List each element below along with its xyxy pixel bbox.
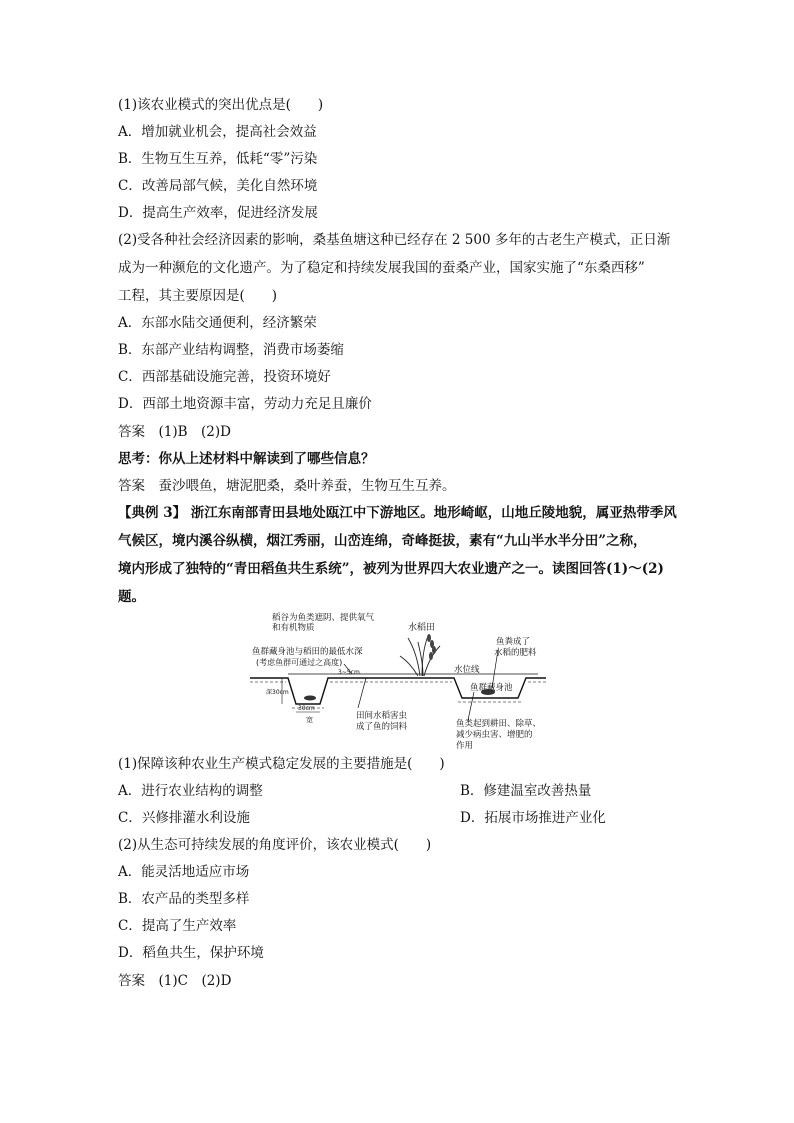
label-width: 宽: [306, 716, 313, 724]
q4-stem: (2)从生态可持续发展的角度评价，该农业模式( ): [118, 837, 432, 853]
label-paddy: 水稻田: [408, 623, 436, 633]
thinking-answer: 答案 蚕沙喂鱼，塘泥肥桑，桑叶养蚕，生物互生互养。: [118, 478, 456, 494]
example3-line-1: 【典例 3】 浙江东南部青田县地处瓯江中下游地区。地形崎岖，山地丘陵地貌，属亚热带季风: [118, 505, 677, 521]
answer-2: 答案 (1)C (2)D: [118, 973, 232, 989]
rice-plant-icon: [400, 636, 440, 676]
q3-option-c: C．兴修排灌水利设施: [118, 810, 250, 826]
label-width30: 30cm: [298, 705, 315, 712]
q2-stem-line-3: 工程，其主要原因是( ): [118, 288, 278, 304]
label-waterline: 水位线: [454, 665, 480, 675]
q4-option-a: A．能灵活地适应市场: [118, 864, 250, 880]
label-fish-3: 作用: [456, 741, 474, 750]
q1-option-d: D．提高生产效率，促进经济发展: [118, 205, 318, 221]
q3-options-row-2: [118, 809, 694, 827]
label-3to5: 3~5cm: [338, 669, 360, 676]
rice-fish-diagram: [248, 612, 548, 750]
q3-option-b: B．修建温室改善热量: [460, 783, 592, 799]
label-shade-2: 和有机物质: [272, 623, 315, 633]
label-pest-2: 成了鱼的饲料: [356, 722, 408, 732]
q3-options-row-1: [118, 782, 694, 800]
q3-stem: (1)保障该种农业生产模式稳定发展的主要措施是( ): [118, 756, 445, 772]
q4-option-c: C．提高了生产效率: [118, 918, 237, 934]
q2-option-b: B．东部产业结构调整，消费市场萎缩: [118, 342, 344, 358]
label-depth30: 深30cm: [266, 689, 289, 696]
label-depth: 鱼群藏身池与稻田的最低水深: [252, 647, 363, 657]
example3-line-2: 气候区，境内溪谷纵横，烟江秀丽，山峦连绵，奇峰挺拔，素有“九山半水半分田”之称，: [118, 533, 647, 549]
answer-1: 答案 (1)B (2)D: [118, 424, 231, 440]
label-manure-2: 水稻的肥料: [494, 648, 537, 658]
q3-option-d: D．拓展市场推进产业化: [460, 810, 606, 826]
leader-line: [358, 678, 366, 708]
q2-stem-line-1: (2)受各种社会经济因素的影响，桑基鱼塘这种已经存在 2 500 多年的古老生产模式，正日渐: [118, 232, 671, 248]
q1-stem: (1)该农业模式的突出优点是( ): [118, 97, 324, 113]
example3-line-4: 题。: [118, 589, 145, 605]
q4-option-b: B．农产品的类型多样: [118, 891, 250, 907]
label-fish: 鱼类起到耕田、除草、: [456, 719, 542, 729]
q1-option-c: C．改善局部气候，美化自然环境: [118, 178, 318, 194]
q3-option-a: A．进行农业结构的调整: [118, 783, 263, 799]
thinking-question: 思考：你从上述材料中解读到了哪些信息？: [118, 451, 375, 467]
q2-option-d: D．西部土地资源丰富，劳动力充足且廉价: [118, 396, 372, 412]
leader-line: [468, 692, 474, 720]
label-pond: 鱼群藏身池: [470, 683, 513, 693]
q4-option-d: D．稻鱼共生，保护环境: [118, 945, 264, 961]
q2-option-a: A．东部水陆交通便利，经济繁荣: [118, 315, 317, 331]
label-pest: 田间水稻害虫: [356, 711, 408, 721]
q2-stem-line-2: 成为一种濒危的文化遗产。为了稳定和持续发展我国的蚕桑产业，国家实施了“东桑西移”: [118, 260, 645, 276]
fish-icon: [304, 696, 316, 701]
q1-option-b: B．生物互生互养，低耗“零”污染: [118, 151, 318, 167]
label-shade: 稻谷为鱼类遮阴、提供氧气: [272, 613, 375, 623]
rice-grains-icon: [427, 634, 436, 660]
q1-option-a: A．增加就业机会，提高社会效益: [118, 124, 317, 140]
label-fish-2: 减少病虫害、增肥的: [456, 730, 533, 740]
label-depth-2: (考虑鱼群可通过之高度): [256, 658, 343, 667]
example3-line-3: 境内形成了独特的“青田稻鱼共生系统”，被列为世界四大农业遗产之一。读图回答(1)～(2): [118, 561, 664, 577]
label-manure: 鱼粪成了: [496, 637, 531, 647]
q2-option-c: C．西部基础设施完善，投资环境好: [118, 369, 331, 385]
